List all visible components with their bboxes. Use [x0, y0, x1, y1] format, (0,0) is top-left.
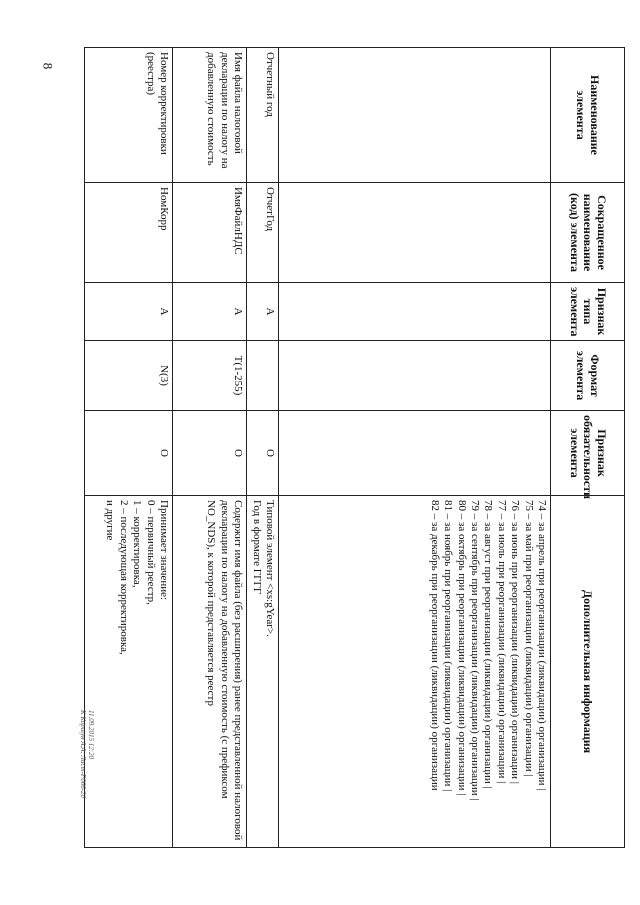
element-code: ОтчетГод — [247, 183, 279, 283]
element-type: А — [85, 283, 173, 341]
element-type: А — [247, 283, 279, 341]
element-info — [247, 496, 279, 848]
info-line: 82 – за декабрь при реорганизации (ликвидации) организации — [428, 500, 441, 791]
header-type: Признак типа элемента — [551, 283, 625, 341]
info-line: Принимает значение: — [158, 500, 170, 601]
continuation-info-cell — [279, 496, 551, 848]
info-line: 0 – первичный реестр, — [144, 500, 157, 605]
info-line: 81 – за ноябрь при реорганизации (ликвидации) организации | — [442, 500, 455, 792]
stamp-line: 11.09.2015 12:20 — [87, 710, 95, 760]
elements-table — [84, 47, 625, 848]
element-required: О — [173, 411, 247, 496]
registration-stamp — [78, 710, 95, 798]
header-required: Признак обязательности элемента — [551, 411, 625, 496]
table-row — [85, 48, 173, 848]
continuation-required-cell — [279, 411, 551, 496]
info-line: 77 – за июль при реорганизации (ликвидации) организации | — [495, 500, 508, 784]
element-code: ИмяФайлНДС — [173, 183, 247, 283]
header-name: Наименование элемента — [551, 48, 625, 183]
element-type: А — [173, 283, 247, 341]
info-line: 75 – за май при реорганизации (ликвидации) организации | — [522, 500, 535, 777]
header-format: Формат элемента — [551, 341, 625, 411]
info-line: 78 – за август при реорганизации (ликвидации) организации | — [482, 500, 495, 789]
stamp-line: К Коршун А.А. Лист-Р066-20 — [78, 710, 87, 799]
table-row — [173, 48, 247, 848]
element-format — [247, 341, 279, 411]
info-line: 2 – последующая корректировка, — [117, 500, 130, 655]
info-line: 1 – корректировка, — [131, 500, 144, 588]
header-code: Сокращенное наименование (код) элемента — [551, 183, 625, 283]
info-line: Типовой элемент <xs:gYear>. — [264, 500, 276, 637]
element-format: N(3) — [85, 341, 173, 411]
rotated-table-wrapper — [85, 47, 625, 847]
element-code: НомКорр — [85, 183, 173, 283]
info-line: 74 – за апрель при реорганизации (ликвидации) организации | — [536, 500, 548, 791]
table-row-continuation — [279, 48, 551, 848]
info-line: и другие — [104, 500, 117, 541]
element-name: Отчетный год — [247, 48, 279, 183]
info-line: 76 – за июнь при реорганизации (ликвидации) организации | — [509, 500, 522, 784]
element-name: Имя файла налоговой декларации по налогу на добавленную стоимость — [173, 48, 247, 183]
continuation-format-cell — [279, 341, 551, 411]
continuation-type-cell — [279, 283, 551, 341]
element-info: Содержит имя файла (без расширения) ранее представленной налоговой декларации по налогу на добавленную стоимость (с префиксом NO_NDS), к которой представляется реестр — [173, 496, 247, 848]
continuation-code-cell — [279, 183, 551, 283]
element-required: О — [85, 411, 173, 496]
table-row — [247, 48, 279, 848]
info-line: 79 – за сентябрь при реорганизации (ликвидации) организации | — [468, 500, 481, 801]
element-info — [85, 496, 173, 848]
continuation-name-cell — [279, 48, 551, 183]
info-line: Год в формате ГГГГ — [250, 500, 263, 595]
header-info: Дополнительная информация — [551, 496, 625, 848]
element-format: T(1-255) — [173, 341, 247, 411]
element-required: О — [247, 411, 279, 496]
info-line: 80 – за октябрь при реорганизации (ликвидации) организации | — [455, 500, 468, 796]
page-number: 8 — [40, 62, 56, 70]
element-name: Номер корректировки (реестра) — [85, 48, 173, 183]
